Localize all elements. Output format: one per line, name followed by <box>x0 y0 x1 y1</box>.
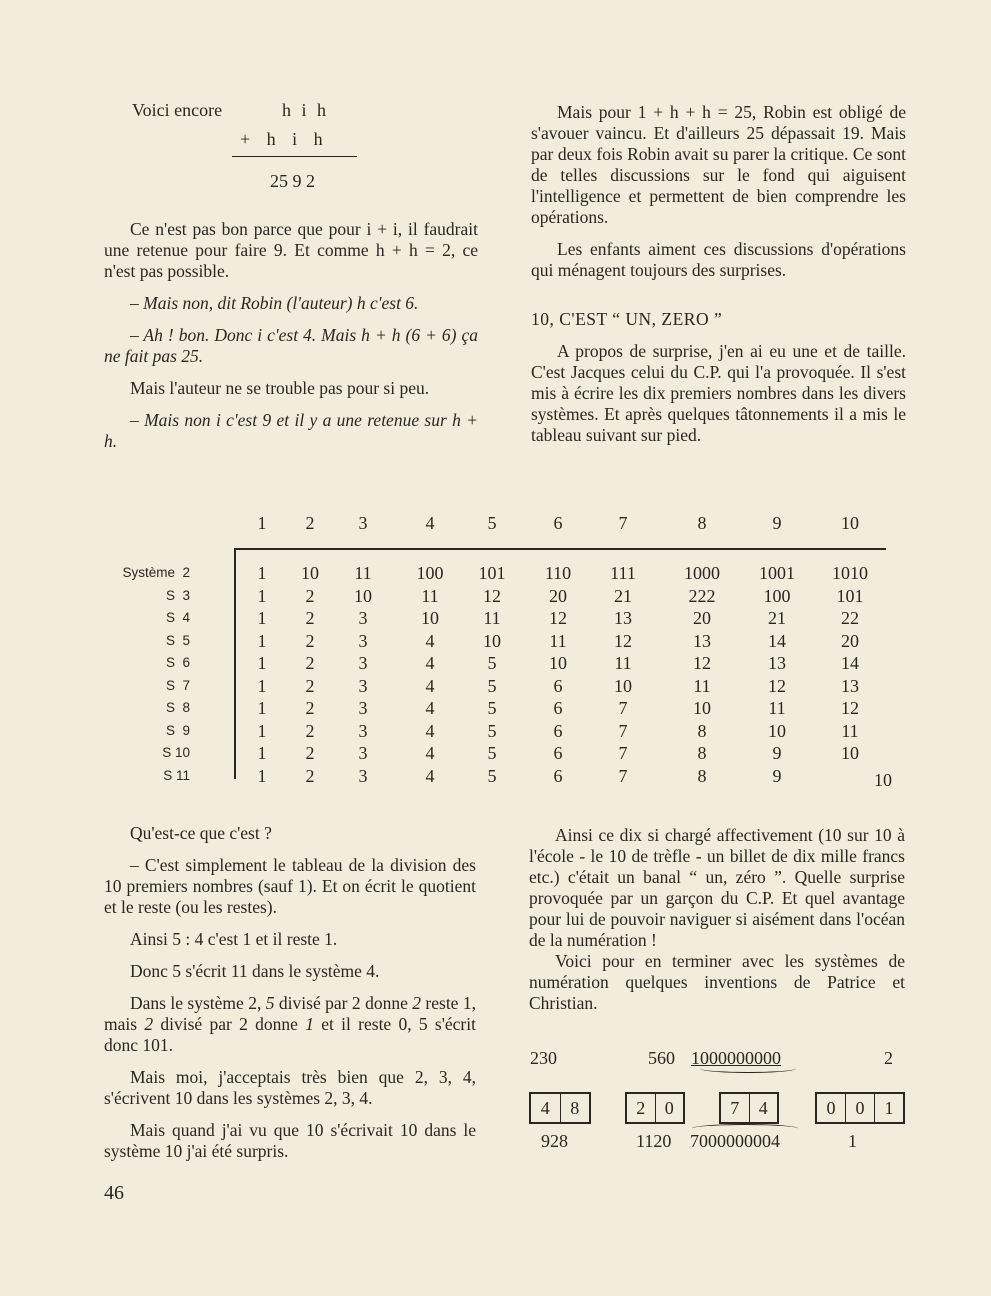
question: Qu'est-ce que c'est ? <box>130 823 272 843</box>
dialogue-line: – Ah ! bon. Donc i c'est 4. Mais h + h (6 + 6) ça ne fait pas 25. <box>104 325 478 366</box>
text-run: divisé par 2 donne <box>274 993 413 1013</box>
table-cell: 22 <box>841 608 859 628</box>
table-cell: 3 <box>358 630 368 651</box>
table-cell: 7 <box>618 698 628 718</box>
addition-rule <box>232 156 357 157</box>
table-cell: 14 <box>841 653 859 673</box>
column-header: 1 <box>257 513 267 533</box>
table-cell: 2 <box>305 765 315 786</box>
table-cell: 8 <box>697 765 707 786</box>
text-run: divisé par 2 donne <box>153 1014 306 1034</box>
table-cell: 111 <box>610 563 636 583</box>
table-cell: 1 <box>257 765 267 786</box>
table-cell: 6 <box>553 675 563 696</box>
table-cell: 5 <box>487 653 497 673</box>
invention-box <box>529 1092 591 1124</box>
table-cell: 1 <box>257 720 267 741</box>
table-cell: 12 <box>614 630 632 651</box>
table-cell: 1 <box>257 563 267 583</box>
box-digit: 4 <box>749 1094 778 1122</box>
table-cell: 1 <box>257 743 267 763</box>
italic-number: 2 <box>144 1014 154 1034</box>
table-header-rule <box>234 548 886 550</box>
table-cell: 1000 <box>684 563 720 583</box>
paragraph <box>104 993 476 1056</box>
column-header: 10 <box>841 513 859 533</box>
table-cell: 1 <box>257 630 267 651</box>
table-cell: 3 <box>358 765 368 786</box>
table-cell: 5 <box>487 698 497 718</box>
paragraph: Donc 5 s'écrit 11 dans le système 4. <box>130 961 380 981</box>
box-digit: 4 <box>540 1098 550 1118</box>
box-digit: 8 <box>560 1094 590 1122</box>
left-bottom-column <box>104 823 476 1173</box>
table-cell: 21 <box>614 585 632 606</box>
table-cell: 13 <box>614 608 632 628</box>
row-label: S 5 <box>165 632 190 648</box>
table-cell: 20 <box>549 585 567 606</box>
table-cell: 6 <box>553 720 563 741</box>
row-label: S 9 <box>165 722 190 738</box>
invention-bottom-value: 928 <box>541 1131 568 1151</box>
table-cell: 2 <box>305 698 315 718</box>
page-number: 46 <box>104 1182 124 1204</box>
table-vertical-rule <box>234 548 236 779</box>
column-header: 4 <box>425 513 435 533</box>
table-cell: 3 <box>358 608 368 628</box>
table-cell: 12 <box>768 675 786 696</box>
text-run: et il reste 0, 5 s'écrit donc 101. <box>104 1014 476 1055</box>
table-cell: 8 <box>697 743 707 763</box>
table-cell: 12 <box>549 608 567 628</box>
table-cell: 2 <box>305 743 315 763</box>
table-cell: 6 <box>553 743 563 763</box>
table-cell: 11 <box>483 608 501 628</box>
table-cell: 2 <box>305 608 315 628</box>
table-cell: 4 <box>425 630 435 651</box>
table-cell: 10 <box>483 630 501 651</box>
table-cell: 1 <box>257 608 267 628</box>
column-header: 8 <box>697 513 707 533</box>
dialogue-line: – Mais non i c'est 9 et il y a une retenue sur h + h. <box>104 410 478 451</box>
box-digit: 0 <box>655 1094 684 1122</box>
table-cell: 222 <box>688 585 716 606</box>
box-digit: 0 <box>845 1094 874 1122</box>
table-cell: 20 <box>841 630 859 651</box>
paragraph: Ainsi 5 : 4 c'est 1 et il reste 1. <box>130 929 338 949</box>
left-top-column <box>104 219 478 463</box>
table-cell: 14 <box>768 630 786 651</box>
box-digit: 2 <box>636 1098 646 1118</box>
paragraph: Ce n'est pas bon parce que pour i + i, il faudrait une retenue pour faire 9. Et comme h + h = 2, ce n'est pas possible. <box>104 219 478 281</box>
paragraph: Les enfants aiment ces discussions d'opérations qui ménagent toujours des surprises. <box>531 239 906 280</box>
table-cell: 10 <box>768 720 786 741</box>
table-cell: 6 <box>553 765 563 786</box>
paragraph: Mais quand j'ai vu que 10 s'écrivait 10 dans le système 10 j'ai été surpris. <box>104 1120 476 1161</box>
table-cell: 2 <box>305 630 315 651</box>
table-cell: 11 <box>768 698 786 718</box>
table-cell: 10 <box>549 653 567 673</box>
table-cell: 12 <box>693 653 711 673</box>
row-label: S 3 <box>165 587 190 603</box>
table-cell: 7 <box>618 743 628 763</box>
table-cell: 9 <box>772 743 782 763</box>
table-cell: 1010 <box>832 563 868 583</box>
table-cell: 10 <box>354 585 372 606</box>
paragraph: Mais pour 1 + h + h = 25, Robin est obligé de s'avouer vaincu. Et d'ailleurs 25 dépassait 19. Mais par deux fois Robin avait su parer la critique. Ce sont de telles discussions sur le fond qui aiguisent l'intelligence et permettent de bien comprendre les opérations. <box>531 102 906 227</box>
table-cell: 101 <box>836 585 864 606</box>
box-digit: 0 <box>826 1098 836 1118</box>
row-label: Système 2 <box>122 565 190 580</box>
table-cell: 100 <box>763 585 791 606</box>
paragraph: – C'est simplement le tableau de la division des 10 premiers nombres (sauf 1). Et on écrit le quotient et le reste (ou les restes). <box>104 855 476 917</box>
table-cell: 1 <box>257 585 267 606</box>
table-cell: 2 <box>305 653 315 673</box>
table-cell: 13 <box>693 630 711 651</box>
table-cell: 11 <box>841 720 859 741</box>
row-label: S 4 <box>165 610 190 625</box>
addition-operand-1: h i h <box>282 100 330 120</box>
table-cell: 12 <box>841 698 859 718</box>
invention-bottom-value: 1120 <box>636 1131 672 1151</box>
table-cell: 21 <box>768 608 786 628</box>
table-cell: 3 <box>358 720 368 741</box>
table-cell: 4 <box>425 653 435 673</box>
table-cell: 10 <box>693 698 711 718</box>
italic-number: 2 <box>412 993 421 1013</box>
table-cell: 13 <box>768 653 786 673</box>
table-cell: 2 <box>305 675 315 696</box>
table-cell: 11 <box>614 653 632 673</box>
table-cell: 11 <box>693 675 711 696</box>
table-cell: 11 <box>354 563 372 583</box>
addition-operand-2: + h i h <box>240 129 326 149</box>
table-cell: 1001 <box>759 563 795 583</box>
invention-top-value: 230 <box>530 1048 557 1068</box>
text-run: reste 1, mais <box>104 993 476 1034</box>
table-cell: 10 <box>841 743 859 763</box>
table-cell: 10 <box>301 563 319 583</box>
table-cell: 4 <box>425 743 435 763</box>
invention-top-value: 1000000000 <box>691 1048 781 1068</box>
table-cell: 10 <box>874 769 892 790</box>
paragraph: Ainsi ce dix si chargé affectivement (10 sur 10 à l'école - le 10 de trèfle - un billet de dix mille francs etc.) c'était un banal “ un, zéro ”. Quelle surprise provoquée par un garçon du C.P. Et quel avantage pour lui de pouvoir naviguer si aisément dans l'océan de la numération ! <box>529 825 905 950</box>
table-cell: 2 <box>305 585 315 606</box>
right-top-column <box>531 102 906 446</box>
table-cell: 11 <box>549 630 567 651</box>
invention-box <box>719 1092 779 1124</box>
invention-box <box>625 1092 685 1124</box>
brace-icon <box>700 1064 796 1073</box>
table-cell: 8 <box>697 720 707 741</box>
table-cell: 10 <box>421 608 439 628</box>
table-cell: 1 <box>257 653 267 673</box>
section-heading: 10, C'EST “ UN, ZERO ” <box>531 309 723 329</box>
table-cell: 100 <box>416 563 444 583</box>
invention-top-value: 2 <box>884 1048 893 1068</box>
text-run: Dans le système 2, <box>130 993 266 1013</box>
table-cell: 3 <box>358 653 368 673</box>
table-cell: 110 <box>544 563 572 583</box>
row-label: S 8 <box>165 700 190 715</box>
table-cell: 13 <box>841 675 859 696</box>
row-label: S 11 <box>163 767 190 783</box>
column-header: 5 <box>487 513 497 533</box>
invention-bottom-value: 7000000004 <box>690 1131 780 1151</box>
table-cell: 3 <box>358 675 368 696</box>
box-digit: 7 <box>730 1098 740 1118</box>
column-header: 2 <box>305 513 315 533</box>
column-header: 7 <box>618 513 628 533</box>
table-cell: 4 <box>425 698 435 718</box>
italic-number: 1 <box>305 1014 314 1034</box>
column-header: 9 <box>772 513 782 533</box>
addition-intro: Voici encore <box>132 100 223 120</box>
table-cell: 5 <box>487 675 497 696</box>
table-cell: 11 <box>421 585 439 606</box>
invention-bottom-value: 1 <box>848 1131 857 1151</box>
table-cell: 10 <box>614 675 632 696</box>
table-cell: 9 <box>772 765 782 786</box>
table-cell: 20 <box>693 608 711 628</box>
table-cell: 4 <box>425 675 435 696</box>
table-cell: 1 <box>257 698 267 718</box>
paragraph: Mais moi, j'acceptais très bien que 2, 3, 4, s'écrivent 10 dans les systèmes 2, 3, 4. <box>104 1067 476 1108</box>
invention-box <box>815 1092 905 1124</box>
table-cell: 5 <box>487 720 497 741</box>
row-label: S 10 <box>162 745 190 760</box>
paragraph: A propos de surprise, j'en ai eu une et de taille. C'est Jacques celui du C.P. qui l'a provoquée. Il s'est mis à écrire les dix premiers nombres dans les divers systèmes. Et après quelques tâtonnements il a mis le tableau suivant sur pied. <box>531 341 906 445</box>
row-label: S 6 <box>165 655 190 670</box>
box-digit: 1 <box>874 1094 903 1122</box>
table-cell: 4 <box>425 720 435 741</box>
dialogue-line: – Mais non, dit Robin (l'auteur) h c'est 6. <box>130 293 419 313</box>
table-cell: 6 <box>553 698 563 718</box>
table-cell: 1 <box>257 675 267 696</box>
table-cell: 12 <box>483 585 501 606</box>
paragraph: Mais l'auteur ne se trouble pas pour si peu. <box>130 378 430 398</box>
addition-result: 25 9 2 <box>270 171 315 191</box>
table-cell: 5 <box>487 743 497 763</box>
row-label: S 7 <box>165 677 190 693</box>
table-cell: 2 <box>305 720 315 741</box>
paragraph: Voici pour en terminer avec les systèmes de numération quelques inventions de Patrice et Christian. <box>529 951 905 1013</box>
table-cell: 3 <box>358 698 368 718</box>
table-cell: 4 <box>425 765 435 786</box>
column-header: 3 <box>358 513 368 533</box>
table-cell: 3 <box>358 743 368 763</box>
column-header: 6 <box>553 513 563 533</box>
table-cell: 7 <box>618 765 628 786</box>
table-cell: 5 <box>487 765 497 786</box>
right-bottom-column <box>529 825 905 1014</box>
table-cell: 101 <box>478 563 506 583</box>
italic-number: 5 <box>265 993 275 1013</box>
invention-top-value: 560 <box>648 1048 675 1068</box>
table-cell: 7 <box>618 720 628 741</box>
